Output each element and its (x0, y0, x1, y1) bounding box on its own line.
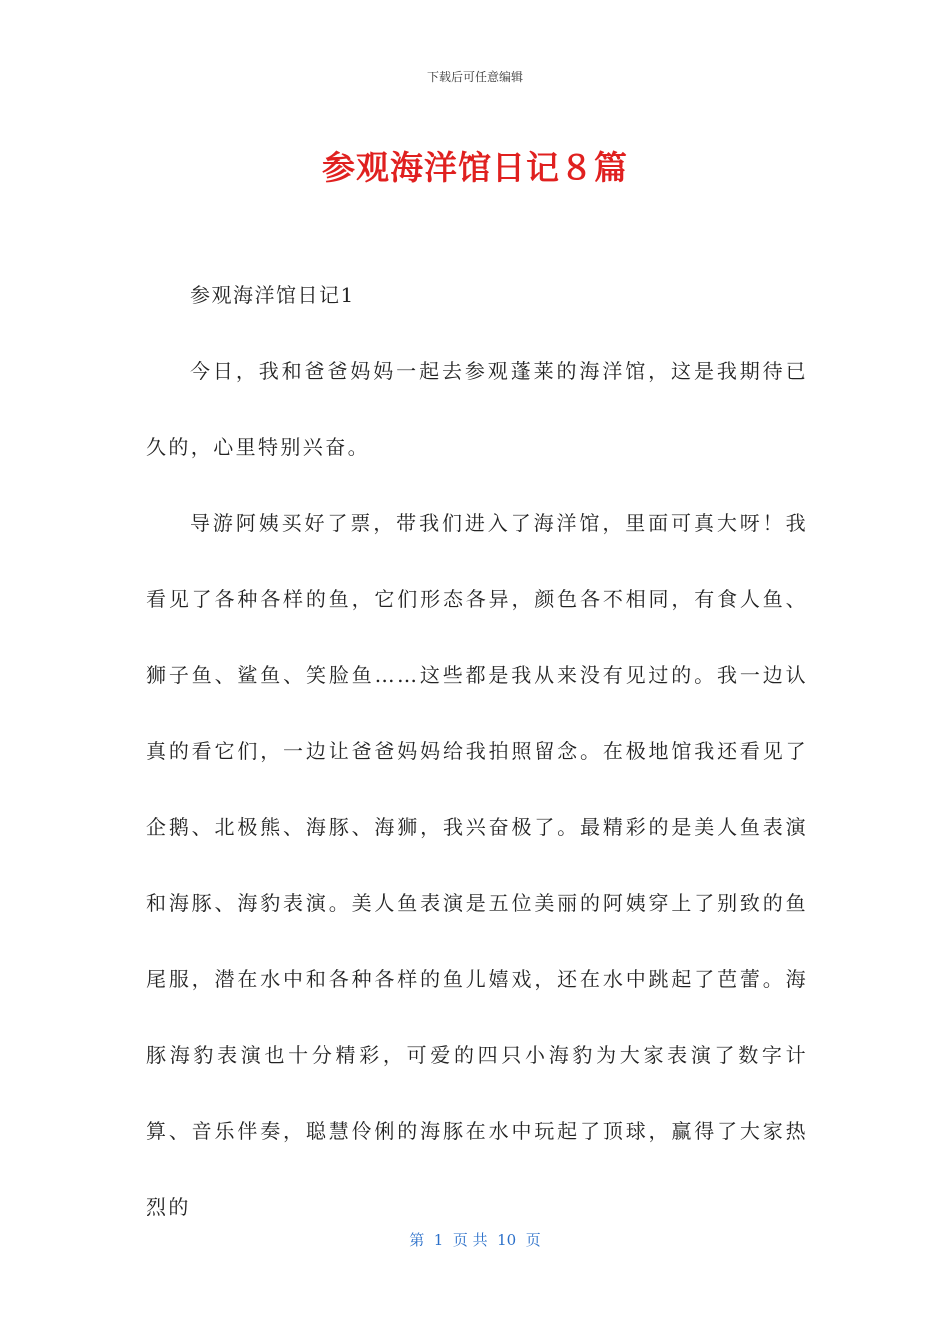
header-note: 下载后可任意编辑 (426, 70, 523, 84)
paragraph: 导游阿姨买好了票，带我们进入了海洋馆，里面可真大呀！我看见了各种各样的鱼，它们形态各异，颜色各不相同，有食人鱼、狮子鱼、鲨鱼、笑脸鱼……这些都是我从来没有见过的。我一边认真的看它们，一边让爸爸妈妈给我拍照留念。在极地馆我还看见了企鹅、北极熊、海豚、海狮，我兴奋极了。最精彩的是美人鱼表演和海豚、海豹表演。美人鱼表演是五位美丽的阿姨穿上了别致的鱼尾服，潜在水中和各种各样的鱼儿嬉戏，还在水中跳起了芭蕾。海豚海豹表演也十分精彩，可爱的四只小海豹为大家表演了数字计算、音乐伴奏，聪慧伶俐的海豚在水中玩起了顶球，赢得了大家热烈的 (146, 511, 808, 1219)
document-body (146, 257, 808, 1245)
document-title: 参观海洋馆日记８篇 (322, 148, 628, 187)
page-number-footer: 第 1 页 共 10 页 (409, 1231, 541, 1249)
section-heading: 参观海洋馆日记1 (190, 283, 355, 307)
paragraph: 今日，我和爸爸妈妈一起去参观蓬莱的海洋馆，这是我期待已久的，心里特别兴奋。 (146, 359, 808, 459)
